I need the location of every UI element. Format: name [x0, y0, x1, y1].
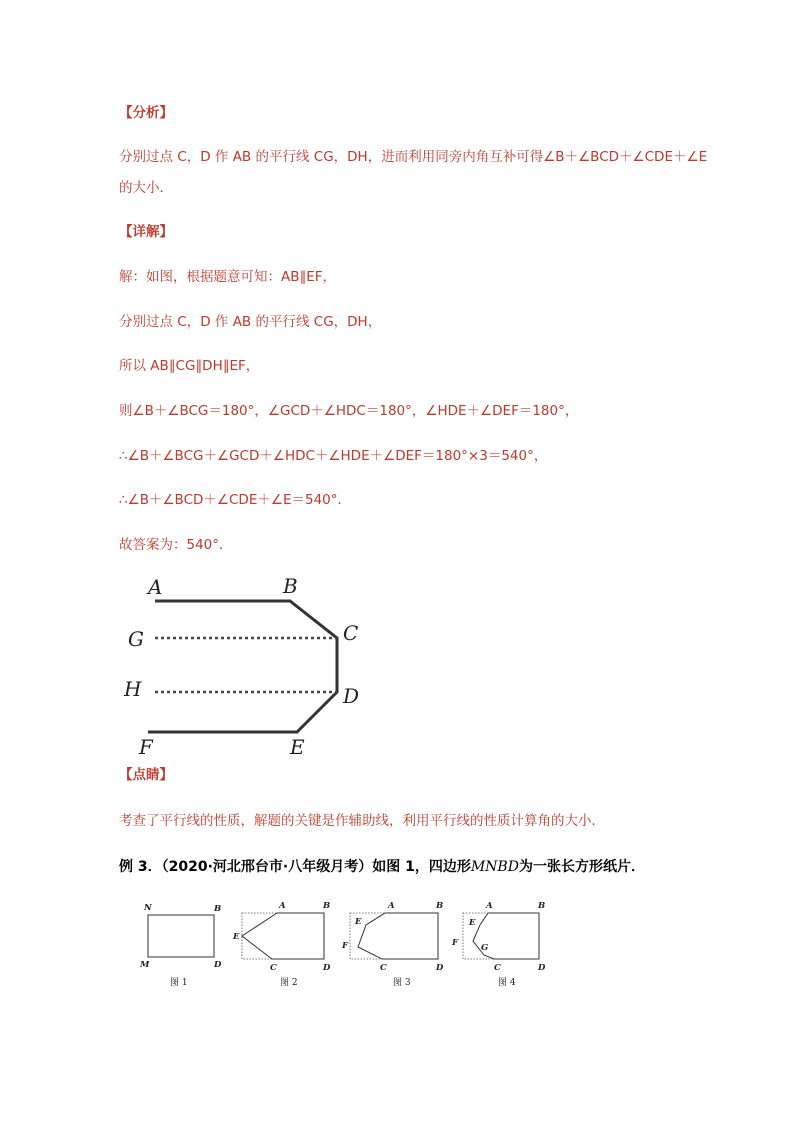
fig2-label-e: E	[233, 932, 240, 942]
fig3-dotted	[350, 913, 438, 959]
fig2-caption: 图 2	[280, 978, 298, 988]
label-a: A	[148, 575, 163, 599]
fig2-dotted	[242, 913, 324, 959]
solution-line-3: 所以 AB∥CG∥DH∥EF，	[119, 358, 260, 374]
fig1-rect	[148, 915, 214, 957]
fig1-label-b: B	[214, 904, 222, 914]
analysis-line-1: 分别过点 C，D 作 AB 的平行线 CG，DH，进而利用同旁内角互补可得∠B＋∠BCD＋∠CDE＋∠E	[119, 149, 708, 165]
fig4-label-e: E	[469, 918, 476, 928]
comment-heading: 【点睛】	[119, 767, 173, 783]
example-3-suffix: 为一张长方形纸片．	[518, 859, 645, 875]
fig3-outline	[358, 913, 438, 959]
small-figures	[130, 895, 560, 995]
fig1-label-d: D	[214, 960, 222, 970]
figure-outline	[148, 601, 337, 732]
solution-heading: 【详解】	[119, 224, 173, 240]
fig4-label-b: B	[538, 901, 546, 911]
fig4-label-f: F	[452, 938, 459, 948]
fig1-caption: 图 1	[170, 978, 188, 988]
fig2-label-d: D	[323, 963, 331, 973]
label-b: B	[283, 574, 298, 598]
fig1-label-m: M	[140, 960, 150, 970]
example-3-prefix: 例 3．（2020·河北邢台市·八年级月考）如图 1，四边形	[119, 859, 471, 875]
main-figure	[115, 570, 375, 765]
fig4-label-a: A	[486, 901, 493, 911]
fig2-outline	[242, 913, 324, 959]
fig3-label-b: B	[436, 901, 444, 911]
fig3-label-f: F	[342, 941, 349, 951]
label-h: H	[124, 677, 142, 701]
fig2-label-a: A	[279, 901, 286, 911]
analysis-line-2: 的大小．	[119, 180, 173, 196]
fig3-caption: 图 3	[393, 978, 411, 988]
comment-text: 考查了平行线的性质，解题的关键是作辅助线，利用平行线的性质计算角的大小．	[119, 813, 605, 829]
fig2-label-c: C	[270, 963, 277, 973]
solution-line-6: ∴∠B＋∠BCD＋∠CDE＋∠E＝540°．	[119, 492, 352, 508]
fig3-label-d: D	[436, 963, 444, 973]
solution-line-7: 故答案为：540°．	[119, 537, 233, 553]
fig3-label-e: E	[355, 917, 362, 927]
fig3-label-c: C	[380, 963, 387, 973]
example-3-math: MNBD	[470, 859, 519, 875]
analysis-heading: 【分析】	[119, 105, 173, 121]
solution-line-2: 分别过点 C，D 作 AB 的平行线 CG，DH，	[119, 314, 382, 330]
fig1-label-n: N	[144, 903, 152, 913]
fig4-label-c: C	[494, 963, 501, 973]
label-d: D	[343, 684, 360, 708]
label-g: G	[128, 627, 144, 651]
label-e: E	[290, 735, 305, 759]
fig4-label-g: G	[481, 943, 489, 953]
fig3-label-a: A	[388, 901, 395, 911]
fig2-label-b: B	[323, 901, 331, 911]
solution-line-5: ∴∠B＋∠BCG＋∠GCD＋∠HDC＋∠HDE＋∠DEF＝180°×3＝540°，	[119, 448, 548, 464]
solution-line-4: 则∠B＋∠BCG＝180°，∠GCD＋∠HDC＝180°，∠HDE＋∠DEF＝180°，	[119, 403, 579, 419]
example-3-title	[119, 856, 645, 876]
label-f: F	[139, 735, 153, 759]
fig4-label-d: D	[538, 963, 546, 973]
solution-line-1: 解：如图，根据题意可知：AB∥EF，	[119, 269, 337, 285]
label-c: C	[343, 621, 359, 645]
fig4-caption: 图 4	[498, 978, 516, 988]
